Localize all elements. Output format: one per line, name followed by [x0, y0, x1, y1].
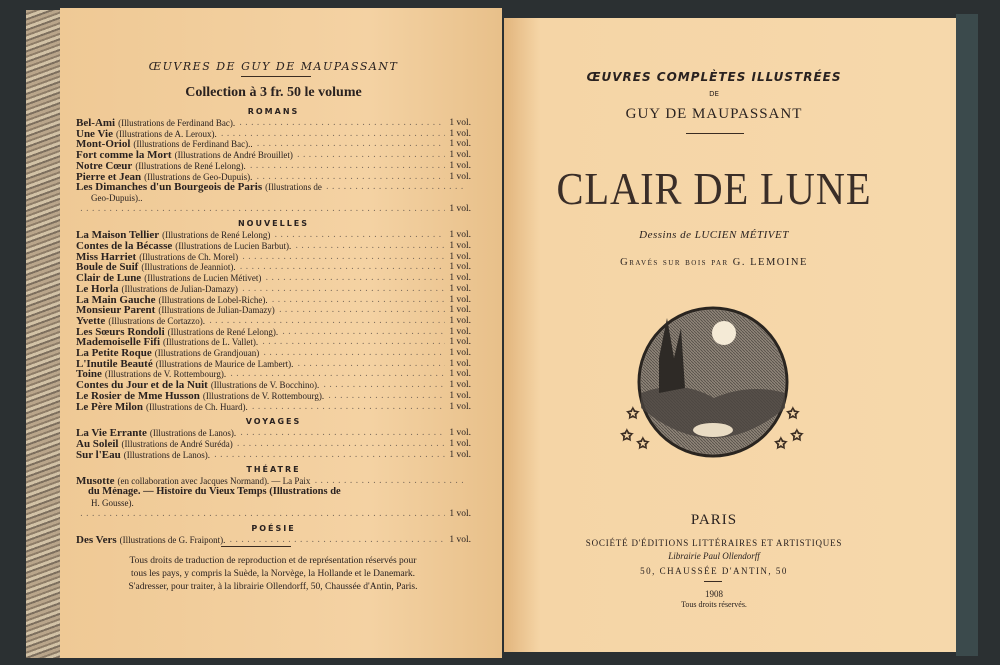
author: GUY DE MAUPASSANT [625, 106, 803, 122]
entry-illustrator: (Illustrations de Cortazzo). [108, 315, 206, 326]
catalog-entry [76, 161, 471, 172]
leader-dots [252, 402, 446, 413]
marbled-page-edge [26, 10, 62, 658]
entry-title: Une Vie [76, 128, 113, 140]
entry-volume: 1 vol. [449, 273, 471, 284]
catalog-entry [76, 139, 471, 150]
leader-dots [242, 284, 445, 295]
entry-title: Miss Harriet [76, 251, 137, 263]
entry-title: Sur l'Eau [76, 449, 121, 461]
catalog-entry [76, 369, 471, 380]
entry-title: Bel-Ami [76, 118, 116, 129]
leader-dots [323, 380, 445, 391]
leader-dots [279, 305, 446, 316]
svg-text:✩: ✩ [775, 436, 787, 452]
entry-volume: 1 vol. [449, 401, 471, 412]
catalog-entry [76, 380, 471, 391]
publisher: SOCIÉTÉ D'ÉDITIONS LITTÉRAIRES ET ARTISTIQUES [585, 538, 843, 548]
catalog-entry [76, 337, 471, 348]
address: 50, CHAUSSÉE D'ANTIN, 50 [640, 566, 788, 576]
leader-dots [272, 295, 446, 306]
entry-title: Contes du Jour et de la Nuit [76, 380, 208, 391]
catalog-entry [76, 252, 471, 263]
leader-dots [80, 509, 445, 520]
entry-volume: 1 vol. [449, 203, 471, 214]
entry-illustrator: (Illustrations de Ch. Morel) [139, 251, 239, 262]
catalog-entry [76, 428, 471, 439]
leader-dots [230, 369, 445, 380]
entry-illustrator: (Illustrations de G. Fraipont). [119, 535, 226, 546]
entry-volume: 1 vol. [449, 128, 471, 139]
catalog-entry [76, 316, 471, 327]
entry-volume: 1 vol. [449, 348, 471, 359]
entry-volume: 1 vol. [449, 358, 471, 369]
illustrator-credit: Dessins de LUCIEN MÉTIVET [639, 229, 789, 241]
catalog-entry [76, 129, 471, 140]
entry-volume: 1 vol. [449, 449, 471, 460]
leader-dots [242, 252, 445, 263]
leader-dots [282, 327, 445, 338]
leader-dots [314, 476, 467, 487]
entry-volume: 1 vol. [449, 315, 471, 326]
catalog-entry [76, 391, 471, 402]
catalog-entry [76, 284, 471, 295]
entry-volume: 1 vol. [449, 369, 471, 380]
entry-title: Mademoiselle Fifi [76, 337, 161, 349]
city: PARIS [690, 512, 738, 528]
entry-illustrator: (Illustrations de Ch. Huard). [146, 401, 248, 412]
entry-title: Les Sœurs Rondoli [76, 326, 165, 338]
entry-illustrator: (Illustrations de René Lelong) [162, 230, 271, 241]
catalog-entry [76, 118, 471, 129]
catalog-entry [76, 439, 471, 450]
leader-dots [297, 150, 446, 161]
divider [686, 133, 744, 134]
entry-volume: 1 vol. [449, 118, 471, 128]
title-page [504, 18, 924, 652]
entry-illustrator: (Illustrations de Lucien Barbut). [175, 241, 292, 252]
catalog-entry [76, 172, 471, 183]
entry-title: Yvette [76, 315, 106, 327]
leader-dots [262, 337, 445, 348]
entry-illustrator: (Illustrations de [265, 182, 322, 193]
entry-title: Pierre et Jean [76, 171, 142, 183]
catalog-entry [76, 273, 471, 284]
entry-illustrator: (Illustrations de Julian-Damazy) [158, 305, 275, 316]
catalog-entry [76, 295, 471, 306]
footer-line: tous les pays, y compris la Suède, la Norvège, la Hollande et le Danemark. [130, 569, 416, 579]
entry-illustrator: (Illustrations de René Lelong). [167, 326, 279, 337]
entry-title: Notre Cœur [76, 160, 133, 172]
leader-dots [214, 450, 445, 461]
entry-title: Toine [76, 369, 102, 381]
catalog-entry [76, 476, 471, 487]
entry-volume: 1 vol. [449, 380, 471, 391]
catalog-entry [76, 262, 471, 273]
entry-illustrator: (Illustrations de Jeanniot). [141, 262, 236, 273]
book-title: CLAIR DE LUNE [556, 163, 872, 214]
entry-illustrator: (en collaboration avec Jacques Normand). — La Paix [117, 476, 311, 487]
catalog-entry [76, 402, 471, 413]
section-heading: POÉSIE [251, 524, 296, 534]
catalog-entry-volume-line [76, 509, 471, 520]
leader-dots [295, 241, 445, 252]
leader-dots [297, 359, 445, 370]
leader-dots [240, 262, 446, 273]
entry-volume: 1 vol. [449, 150, 471, 161]
leader-dots [209, 316, 445, 327]
librairie: Librairie Paul Ollendorff [668, 551, 760, 561]
catalog-entry [76, 327, 471, 338]
leader-dots [80, 204, 445, 215]
de-label: DE [709, 90, 719, 98]
leader-dots [240, 428, 445, 439]
footer-line: Tous droits de traduction de reproduction et de représentation réservés pour [129, 556, 417, 566]
leader-dots [250, 161, 446, 172]
entry-volume: 1 vol. [449, 390, 471, 401]
series-title: ŒUVRES DE GUY DE MAUPASSANT [148, 60, 399, 73]
engraver-credit: Gravés sur bois par G. LEMOINE [620, 257, 808, 268]
leader-dots [256, 172, 445, 183]
catalog-entry-continued [76, 498, 471, 509]
entry-title: Au Soleil [76, 438, 119, 450]
catalog-entry-continued [76, 193, 471, 204]
entry-continuation: H. Gousse). [91, 497, 134, 508]
svg-text:✩: ✩ [637, 436, 649, 452]
entry-illustrator: (Illustrations de Lucien Métivet) [144, 273, 262, 284]
entry-illustrator: (Illustrations de V. Bocchino). [210, 380, 320, 391]
entry-title: Le Rosier de Mme Husson [76, 390, 200, 402]
entry-illustrator: (Illustrations de Lobel-Riche). [158, 294, 268, 305]
catalog-entry [76, 450, 471, 461]
entry-volume: 1 vol. [449, 326, 471, 337]
entry-illustrator: (Illustrations de Julian-Damazy) [121, 283, 238, 294]
entry-volume: 1 vol. [449, 283, 471, 294]
rights-notice [68, 555, 478, 594]
year: 1908 [705, 589, 723, 599]
entry-title: Boule de Suif [76, 262, 139, 274]
entry-volume: 1 vol. [449, 171, 471, 182]
section-heading: ROMANS [247, 107, 300, 116]
entry-title: Fort comme la Mort [76, 150, 172, 161]
svg-text:✩: ✩ [791, 428, 803, 444]
entry-title: L'Inutile Beauté [76, 358, 153, 370]
entry-volume: 1 vol. [449, 262, 471, 273]
section-heading: THÉATRE [246, 465, 301, 475]
entry-illustrator: (Illustrations de André Brouillet) [174, 150, 293, 161]
collection-heading: Collection à 3 fr. 50 le volume [185, 85, 362, 100]
svg-text:✩: ✩ [787, 406, 799, 422]
entry-title: Monsieur Parent [76, 305, 156, 316]
entry-title: Contes de la Bécasse [76, 241, 173, 252]
leader-dots [237, 439, 446, 450]
entry-volume: 1 vol. [449, 160, 471, 171]
catalog-entry-continued [76, 487, 471, 498]
entry-illustrator: (Illustrations de Ferdinand Bac). [118, 118, 236, 128]
catalog-entry [76, 241, 471, 252]
entry-volume: 1 vol. [449, 294, 471, 305]
entry-title: Le Père Milon [76, 401, 143, 413]
leader-dots [263, 348, 445, 359]
entry-illustrator: (Illustrations de A. Leroux). [115, 128, 217, 139]
section-heading: NOUVELLES [237, 219, 310, 229]
catalog-page [76, 0, 471, 665]
entry-title: La Petite Roque [76, 348, 152, 359]
leader-dots [326, 182, 467, 193]
catalog-entry [76, 359, 471, 370]
entry-volume: 1 vol. [449, 139, 471, 150]
entry-volume: 1 vol. [449, 508, 471, 519]
entry-illustrator: (Illustrations de V. Rottembourg). [202, 390, 325, 401]
entry-title: Les Dimanches d'un Bourgeois de Paris [76, 182, 263, 193]
leader-dots [257, 139, 446, 150]
entry-illustrator: (Illustrations de Ferdinand Bac).. [133, 139, 253, 150]
entry-volume: 1 vol. [449, 305, 471, 316]
leader-dots [221, 129, 446, 140]
entry-illustrator: (Illustrations de Grandjouan) [154, 348, 260, 359]
leader-dots [229, 535, 445, 546]
entry-volume: 1 vol. [449, 230, 471, 241]
entry-volume: 1 vol. [449, 438, 471, 449]
entry-volume: 1 vol. [449, 251, 471, 262]
catalog-entry [76, 150, 471, 161]
leader-dots [265, 273, 445, 284]
entry-volume: 1 vol. [449, 337, 471, 348]
entry-volume: 1 vol. [449, 535, 471, 546]
leader-dots [274, 230, 445, 241]
section-heading: VOYAGES [245, 417, 302, 427]
catalog-entry [76, 230, 471, 241]
footer-line: S'adresser, pour traiter, à la librairie Ollendorff, 50, Chaussée d'Antin, Paris. [128, 582, 418, 592]
entry-volume: 1 vol. [449, 428, 471, 439]
entry-title: Mont-Oriol [76, 139, 131, 151]
divider [221, 546, 291, 547]
entry-illustrator: (Illustrations de V. Rottembourg). [104, 369, 227, 380]
entry-title: Des Vers [76, 535, 117, 546]
entry-title: Le Horla [76, 283, 119, 295]
catalog-entry-volume-line [76, 204, 471, 215]
series-label: ŒUVRES COMPLÈTES ILLUSTRÉES [586, 70, 842, 84]
entry-illustrator: (Illustrations de L. Vallet). [163, 337, 259, 348]
entry-illustrator: (Illustrations de Lanos). [149, 428, 237, 439]
entry-continuation: du Ménage. — Histoire du Vieux Temps (Illustrations de [88, 487, 341, 498]
entry-continuation: Geo-Dupuis).. [91, 192, 143, 203]
entry-illustrator: (Illustrations de René Lelong). [135, 160, 246, 171]
book-cover-edge [956, 14, 978, 656]
entry-illustrator: (Illustrations de Geo-Dupuis). [144, 171, 253, 182]
entry-title: Clair de Lune [76, 273, 142, 284]
entry-title: La Vie Errante [76, 428, 147, 439]
entry-illustrator: (Illustrations de Lanos). [123, 449, 210, 460]
catalog-entry [76, 305, 471, 316]
svg-text:✩: ✩ [627, 406, 639, 422]
entry-illustrator: (Illustrations de André Suréda) [121, 438, 233, 449]
entry-volume: 1 vol. [449, 241, 471, 252]
leader-dots [328, 391, 445, 402]
catalog-entry [76, 348, 471, 359]
entry-title: La Maison Tellier [76, 230, 160, 242]
moon-icon [712, 321, 736, 345]
entry-title: La Main Gauche [76, 294, 156, 306]
entry-title: Musotte [76, 476, 115, 488]
rights-reserved: Tous droits réservés. [681, 600, 747, 609]
catalog-entry [76, 182, 471, 193]
catalog-entry [76, 535, 471, 546]
leader-dots [239, 118, 445, 129]
moonlight-vignette [619, 298, 809, 468]
entry-illustrator: (Illustrations de Maurice de Lambert). [155, 358, 294, 369]
divider [704, 581, 722, 582]
divider [241, 76, 311, 77]
svg-text:✩: ✩ [621, 428, 633, 444]
catalog-list [76, 106, 471, 546]
